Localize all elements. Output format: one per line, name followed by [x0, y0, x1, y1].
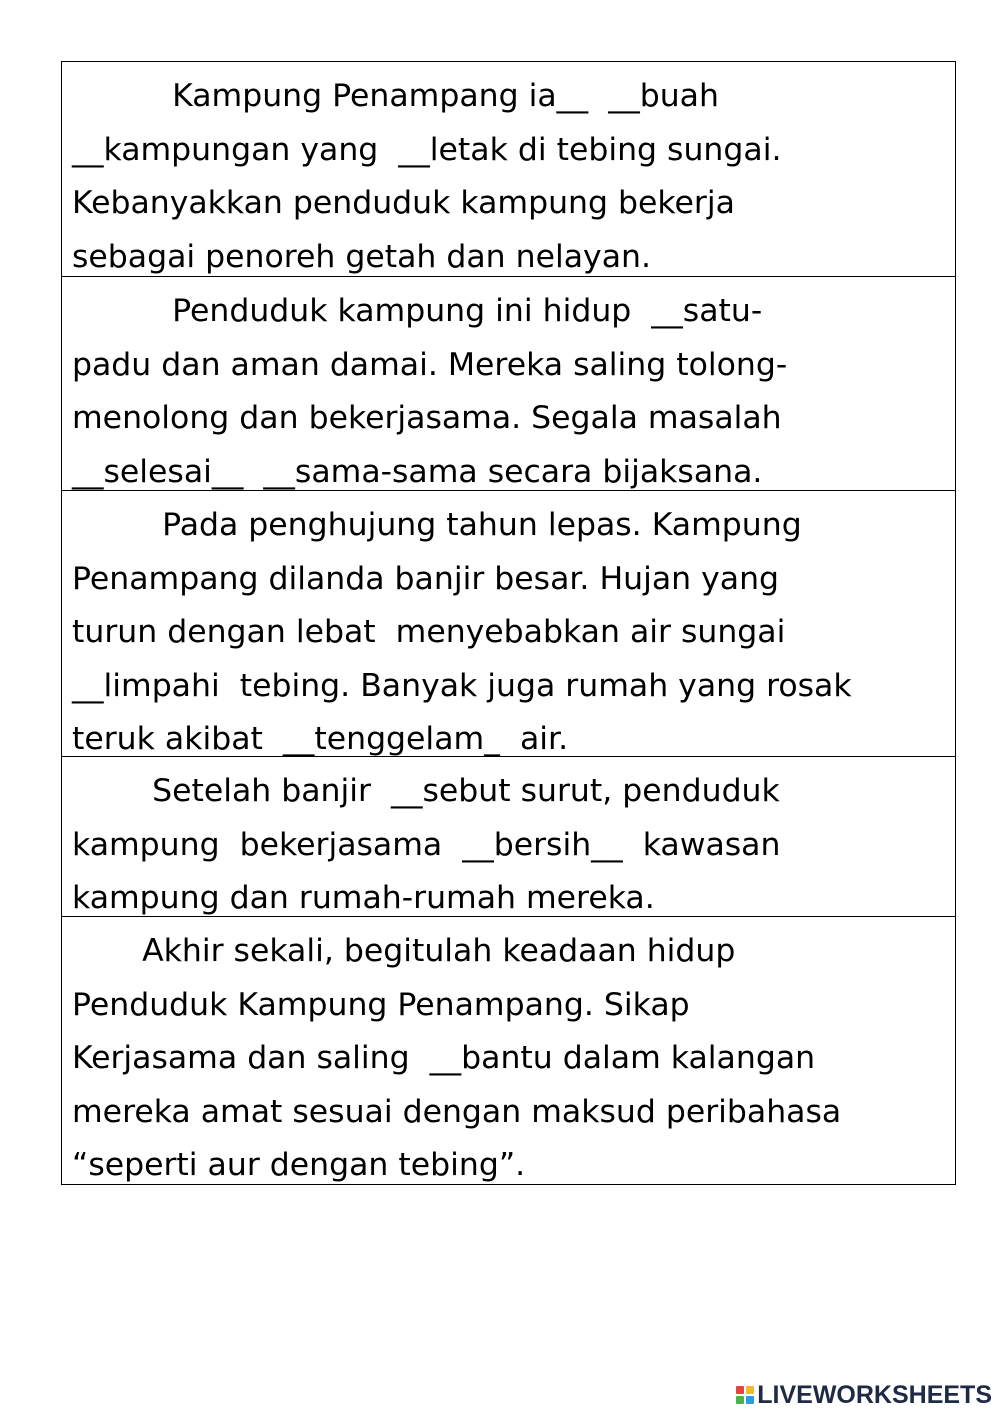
text-line: teruk akibat __tenggelam_ air. [72, 721, 569, 756]
paragraph-cell [62, 62, 955, 276]
logo-square-green [736, 1396, 744, 1404]
text-line: __kampungan yang __letak di tebing sungai. [72, 131, 782, 168]
text-line: turun dengan lebat menyebabkan air sungai [72, 614, 786, 650]
paragraph-cell [62, 490, 955, 756]
logo-square-yellow [746, 1386, 754, 1394]
liveworksheets-logo-icon [736, 1386, 754, 1404]
text-line: Penampang dilanda banjir besar. Hujan yang [72, 560, 780, 597]
logo-square-blue [746, 1396, 754, 1404]
logo-square-red [736, 1386, 744, 1394]
text-line: __selesai__ __sama-sama secara bijaksana. [72, 453, 763, 490]
paragraph-cell [62, 916, 955, 1184]
text-line: __limpahi tebing. Banyak juga rumah yang rosak [72, 667, 852, 704]
text-line: Setelah banjir __sebut surut, penduduk [72, 773, 780, 809]
text-line: Pada penghujung tahun lepas. Kampung [72, 507, 802, 543]
text-line: sebagai penoreh getah dan nelayan. [72, 238, 651, 275]
text-line: Penduduk kampung ini hidup __satu- [72, 293, 763, 329]
text-line: mereka amat sesuai dengan maksud peribahasa [72, 1093, 842, 1130]
paragraph-cell [62, 276, 955, 490]
text-line: Akhir sekali, begitulah keadaan hidup [72, 933, 736, 969]
text-line: padu dan aman damai. Mereka saling tolong- [72, 346, 788, 383]
text-line: Kampung Penampang ia__ __buah [72, 78, 719, 114]
text-line: Kebanyakkan penduduk kampung bekerja [72, 185, 735, 221]
logo-text: LIVEWORKSHEETS [757, 1381, 992, 1409]
text-line: Penduduk Kampung Penampang. Sikap [72, 986, 690, 1023]
text-line: Kerjasama dan saling __bantu dalam kalangan [72, 1040, 816, 1076]
liveworksheets-logo [736, 1381, 992, 1409]
text-line: “seperti aur dengan tebing”. [72, 1147, 526, 1183]
text-line: menolong dan bekerjasama. Segala masalah [72, 400, 782, 436]
text-line: kampung bekerjasama __bersih__ kawasan [72, 826, 781, 863]
paragraph-cell [62, 756, 955, 916]
worksheet-table [61, 61, 956, 1185]
text-line: kampung dan rumah-rumah mereka. [72, 880, 655, 916]
